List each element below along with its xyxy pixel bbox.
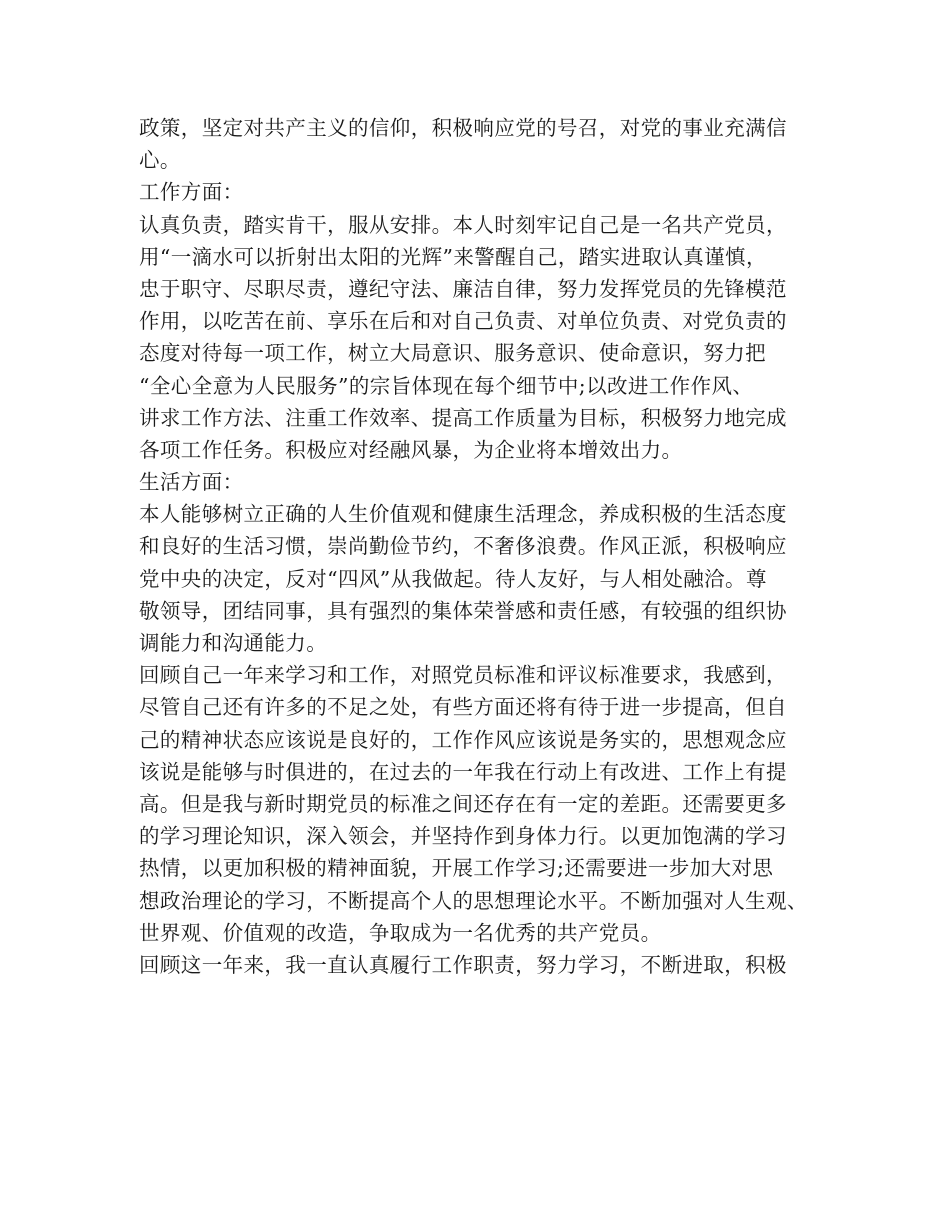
text-line: 高。但是我与新时期党员的标准之间还存在有一定的差距。还需要更多 [139, 791, 787, 816]
text-line: 和良好的生活习惯，崇尚勤俭节约，不奢侈浪费。作风正派，积极响应 [139, 534, 787, 559]
text-line: 敬领导，团结同事，具有强烈的集体荣誉感和责任感，有较强的组织协 [139, 598, 787, 623]
text-line: 各项工作任务。积极应对经融风暴，为企业将本增效出力。 [139, 437, 683, 462]
text-line: 认真负责，踏实肯干，服从安排。本人时刻牢记自己是一名共产党员， [139, 212, 787, 237]
text-line: 忠于职守、尽职尽责，遵纪守法、廉洁自律，努力发挥党员的先锋模范 [139, 276, 787, 301]
text-line: 己的精神状态应该说是良好的，工作作风应该说是务实的，思想观念应 [139, 727, 787, 752]
text-line: 世界观、价值观的改造，争取成为一名优秀的共产党员。 [139, 920, 662, 945]
section-heading-work: 工作方面： [139, 180, 244, 205]
section-heading-life: 生活方面： [139, 470, 244, 495]
text-line: 心。 [139, 148, 181, 173]
text-line: 热情，以更加积极的精神面貌，开展工作学习;还需要进一步加大对思 [139, 856, 774, 881]
text-line: 回顾自己一年来学习和工作，对照党员标准和评议标准要求，我感到， [139, 663, 787, 688]
text-line: 态度对待每一项工作，树立大局意识、服务意识、使命意识，努力把 [139, 341, 766, 366]
text-line: 该说是能够与时俱进的，在过去的一年我在行动上有改进、工作上有提 [139, 759, 787, 784]
document-body [139, 112, 829, 981]
text-line: 回顾这一年来，我一直认真履行工作职责，努力学习，不断进取，积极 [139, 952, 787, 977]
text-line: 尽管自己还有许多的不足之处，有些方面还将有待于进一步提高，但自 [139, 695, 787, 720]
text-line: “全心全意为人民服务”的宗旨体现在每个细节中;以改进工作作风、 [139, 373, 754, 398]
text-line: 党中央的决定，反对“四风”从我做起。待人友好，与人相处融洽。尊 [139, 566, 767, 591]
text-line: 作用，以吃苦在前、享乐在后和对自己负责、对单位负责、对党负责的 [139, 309, 787, 334]
text-line: 想政治理论的学习，不断提高个人的思想理论水平。不断加强对人生观、 [139, 888, 808, 913]
text-line: 调能力和沟通能力。 [139, 631, 328, 655]
text-line: 的学习理论知识，深入领会，并坚持作到身体力行。以更加饱满的学习 [139, 824, 787, 849]
text-line: 用“一滴水可以折射出太阳的光辉”来警醒自己，踏实进取认真谨慎， [139, 244, 767, 269]
text-line: 本人能够树立正确的人生价值观和健康生活理念，养成积极的生活态度 [139, 502, 787, 527]
text-line: 政策，坚定对共产主义的信仰，积极响应党的号召，对党的事业充满信 [139, 116, 787, 140]
text-line: 讲求工作方法、注重工作效率、提高工作质量为目标，积极努力地完成 [139, 405, 787, 430]
